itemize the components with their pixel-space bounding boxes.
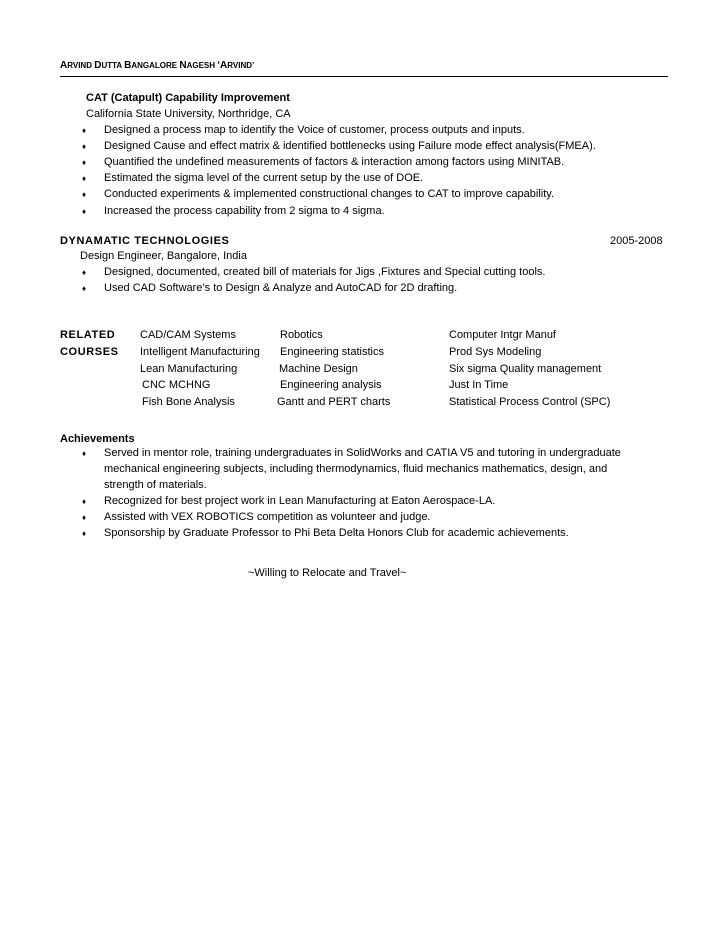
courses-label-related: RELATED <box>60 329 116 341</box>
list-item: Served in mentor role, training undergraduates in SolidWorks and CATIA V5 and tutoring in undergraduate <box>104 447 621 459</box>
list-item: Recognized for best project work in Lean Manufacturing at Eaton Aerospace-LA. <box>104 495 496 507</box>
course-cell: Engineering analysis <box>280 379 382 391</box>
list-item: Conducted experiments & implemented constructional changes to CAT to improve capability. <box>104 188 555 200</box>
job-dates: 2005-2008 <box>610 235 663 247</box>
company-name: DYNAMATIC TECHNOLOGIES <box>60 235 230 247</box>
candidate-name: ARVIND DUTTA BANGALORE NAGESH ‘ARVIND’ <box>60 60 255 71</box>
course-cell: Just In Time <box>449 379 509 391</box>
list-item: Used CAD Software’s to Design & Analyze and AutoCAD for 2D drafting. <box>104 282 458 294</box>
project-org: California State University, Northridge, CA <box>86 108 291 120</box>
bullet-icon: ♦ <box>82 268 87 277</box>
course-cell: CAD/CAM Systems <box>140 329 236 341</box>
course-cell: Machine Design <box>279 363 358 375</box>
course-cell: Robotics <box>280 329 323 341</box>
bullet-icon: ♦ <box>82 497 87 506</box>
bullet-icon: ♦ <box>82 529 87 538</box>
course-cell: Engineering statistics <box>280 346 384 358</box>
project-title: CAT (Catapult) Capability Improvement <box>86 92 290 104</box>
course-cell: Intelligent Manufacturing <box>140 346 260 358</box>
header-rule <box>60 76 668 77</box>
list-item: Sponsorship by Graduate Professor to Phi Beta Delta Honors Club for academic achievements. <box>104 527 569 539</box>
bullet-icon: ♦ <box>82 190 87 199</box>
list-item: Designed, documented, created bill of materials for Jigs ,Fixtures and Special cutting tools. <box>104 266 546 278</box>
bullet-icon: ♦ <box>82 142 87 151</box>
course-cell: Computer Intgr Manuf <box>449 329 556 341</box>
bullet-icon: ♦ <box>82 449 87 458</box>
bullet-icon: ♦ <box>82 174 87 183</box>
bullet-icon: ♦ <box>82 284 87 293</box>
list-item: Designed a process map to identify the Voice of customer, process outputs and inputs. <box>104 124 525 136</box>
list-item: Increased the process capability from 2 sigma to 4 sigma. <box>104 205 385 217</box>
bullet-icon: ♦ <box>82 513 87 522</box>
course-cell: Six sigma Quality management <box>449 363 602 375</box>
course-cell: Fish Bone Analysis <box>142 396 235 408</box>
list-item-continuation: strength of materials. <box>104 479 207 491</box>
course-cell: CNC MCHNG <box>142 379 211 391</box>
list-item: Designed Cause and effect matrix & identified bottlenecks using Failure mode effect analysis(FMEA). <box>104 140 596 152</box>
relocate-note: ~Willing to Relocate and Travel~ <box>248 567 407 579</box>
list-item: Estimated the sigma level of the current setup by the use of DOE. <box>104 172 424 184</box>
bullet-icon: ♦ <box>82 207 87 216</box>
list-item: Quantified the undefined measurements of factors & interaction among factors using MINITAB. <box>104 156 565 168</box>
course-cell: Gantt and PERT charts <box>277 396 391 408</box>
list-item-continuation: mechanical engineering subjects, including thermodynamics, fluid mechanics mathematics, design, and <box>104 463 608 475</box>
bullet-icon: ♦ <box>82 158 87 167</box>
course-cell: Statistical Process Control (SPC) <box>449 396 611 408</box>
courses-label-courses: COURSES <box>60 346 119 358</box>
course-cell: Lean Manufacturing <box>140 363 238 375</box>
bullet-icon: ♦ <box>82 126 87 135</box>
course-cell: Prod Sys Modeling <box>449 346 542 358</box>
achievements-heading: Achievements <box>60 433 135 445</box>
list-item: Assisted with VEX ROBOTICS competition as volunteer and judge. <box>104 511 431 523</box>
job-role: Design Engineer, Bangalore, India <box>80 250 247 262</box>
